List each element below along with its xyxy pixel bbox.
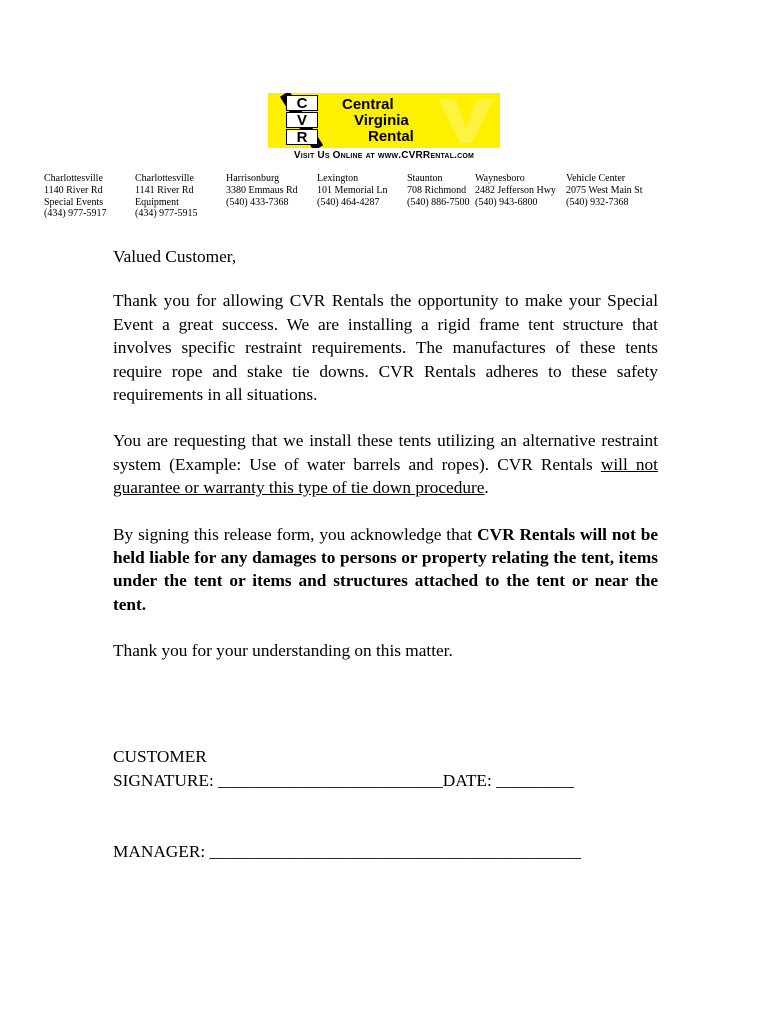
paragraph-thanks: Thank you for your understanding on this matter. <box>113 641 453 661</box>
location-name: Charlottesville <box>135 173 194 184</box>
location-phone: (540) 464-4287 <box>317 196 380 208</box>
location-waynesboro <box>475 173 556 208</box>
request-end: . <box>484 478 489 498</box>
liability-text: CVR Rentals will not be held liable for any damages to persons or property relating the tent, items under the tent or items and structures attached to the tent or near the tent. <box>113 524 659 614</box>
location-charlottesville-events <box>44 173 107 220</box>
release-text: By signing this release form, you acknowledge that <box>113 524 478 544</box>
company-logo <box>268 93 500 148</box>
location-name: Waynesboro <box>475 173 525 184</box>
location-address: 708 Richmond <box>407 184 467 196</box>
logo-word-central: Central <box>342 96 394 113</box>
location-staunton <box>407 173 470 208</box>
customer-signature-line[interactable]: SIGNATURE: __________________________DATE: _________ <box>113 771 574 790</box>
location-name: Charlottesville <box>44 173 103 184</box>
logo-word-rental: Rental <box>368 128 414 145</box>
salutation: Valued Customer, <box>113 247 237 266</box>
location-phone: (434) 977-5915 <box>135 208 198 220</box>
logo-watermark-icon <box>438 99 494 143</box>
location-address: 2075 West Main St <box>566 184 643 196</box>
location-department: Equipment <box>135 196 179 208</box>
location-address: 2482 Jefferson Hwy <box>475 184 556 196</box>
paragraph-release <box>113 523 658 617</box>
location-address: 1140 River Rd <box>44 184 103 196</box>
logo-word-virginia: Virginia <box>354 112 409 129</box>
location-name: Staunton <box>407 173 443 184</box>
location-phone: (540) 943-6800 <box>475 196 538 208</box>
request-text: You are requesting that we install these tents utilizing an alternative restraint system (Example: Use of water barrels and ropes). CVR Rentals <box>113 431 658 474</box>
no-guarantee-text: will not guarantee or warranty this type of tie down procedure <box>113 454 658 498</box>
location-name: Vehicle Center <box>566 173 626 184</box>
customer-label: CUSTOMER <box>113 747 207 766</box>
logo-letter-r: R <box>286 129 318 145</box>
letter-body <box>113 245 658 686</box>
logo-letter-v: V <box>286 112 318 128</box>
website-line: Visit Us Online at www.CVRRental.com <box>293 150 475 161</box>
location-address: 3380 Emmaus Rd <box>226 184 298 196</box>
paragraph-request <box>113 429 658 499</box>
paragraph-intro: Thank you for allowing CVR Rentals the opportunity to make your Special Event a great success. We are installing a rigid frame tent structure that involves specific restraint requirements. The manufactures of these tents require rope and stake tie downs. CVR Rentals adheres to these safety requirements in all situations. <box>113 291 658 405</box>
location-lexington <box>317 173 388 208</box>
cvr-logo-mark <box>286 95 318 145</box>
location-charlottesville-equipment <box>135 173 198 220</box>
manager-signature-line[interactable]: MANAGER: ___________________________________________ <box>113 842 582 861</box>
location-address: 101 Memorial Ln <box>317 184 388 196</box>
location-harrisonburg <box>226 173 298 208</box>
logo-letter-c: C <box>286 95 318 111</box>
location-name: Harrisonburg <box>226 173 280 184</box>
location-address: 1141 River Rd <box>135 184 194 196</box>
location-name: Lexington <box>317 173 359 184</box>
location-department: Special Events <box>44 196 104 208</box>
location-vehicle-center <box>566 173 643 208</box>
location-phone: (540) 433-7368 <box>226 196 289 208</box>
location-phone: (540) 886-7500 <box>407 196 470 208</box>
location-phone: (540) 932-7368 <box>566 196 629 208</box>
location-phone: (434) 977-5917 <box>44 208 107 220</box>
